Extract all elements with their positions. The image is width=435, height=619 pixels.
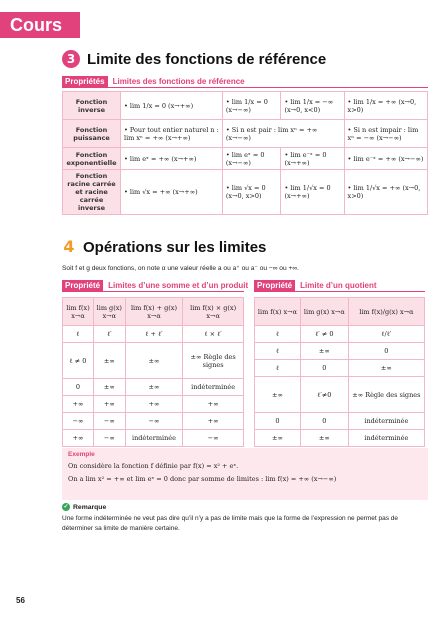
- limit-cell: • Pour tout entier naturel n : lim xⁿ = +∞ (x→+∞): [121, 120, 223, 148]
- header-cell: lim f(x) x→α: [63, 298, 94, 326]
- table-row: [63, 396, 244, 413]
- table-cell: ±∞: [300, 430, 348, 447]
- header-cell: lim g(x) x→α: [93, 298, 125, 326]
- exemple-title: Exemple: [68, 451, 95, 458]
- table-cell: +∞: [63, 430, 94, 447]
- table-cell: ℓ′: [93, 326, 125, 343]
- table-row: [63, 343, 244, 379]
- limit-cell: • lim 1/x = 0 (x→−∞): [222, 92, 281, 120]
- intro-text: Soit f et g deux fonctions, on note α une valeur réelle a ou a⁺ ou a⁻ ou −∞ ou +∞.: [62, 265, 299, 272]
- limit-cell: • lim eˣ = 0 (x→−∞): [222, 148, 281, 170]
- section-3-number: 3: [62, 50, 80, 68]
- table-cell: −∞: [63, 413, 94, 430]
- table-row: [63, 92, 428, 120]
- table-row: [255, 360, 425, 377]
- table-row: [255, 326, 425, 343]
- limit-cell: • lim 1/x = 0 (x→+∞): [121, 92, 223, 120]
- table-cell: −∞: [183, 430, 244, 447]
- prop-3: [254, 280, 377, 291]
- header-cell: lim g(x) x→α: [300, 298, 348, 326]
- table-cell: indéterminée: [348, 430, 424, 447]
- section-4-title: [62, 238, 266, 256]
- limit-cell: • lim e⁻ˣ = 0 (x→+∞): [281, 148, 344, 170]
- table-cell: −∞: [125, 413, 183, 430]
- sum-product-table: [62, 297, 244, 447]
- limit-cell: • lim √x = 0 (x→0, x>0): [222, 170, 281, 215]
- limit-cell: • lim √x = +∞ (x→+∞): [121, 170, 223, 215]
- exemple-line-2: On a lim x² = +∞ et lim eˣ = 0 donc par somme de limites : lim f(x) = +∞ (x→−∞): [68, 475, 337, 483]
- table-header-row: [255, 298, 425, 326]
- row-head: Fonction exponentielle: [63, 148, 121, 170]
- exemple-box: [62, 448, 428, 500]
- table-header-row: [63, 298, 244, 326]
- table-cell: +∞: [183, 396, 244, 413]
- table-row: [255, 413, 425, 430]
- table-cell: ±∞: [125, 343, 183, 379]
- prop-1: [62, 76, 245, 87]
- table-cell: ±∞ Règle des signes: [348, 377, 424, 413]
- row-head: Fonction racine carrée et racine carrée inverse: [63, 170, 121, 215]
- remarque-text: Une forme indéterminée ne veut pas dire qu’il n’y a pas de limite mais que la forme de l’expression ne permet pas de déterminer sa limite de manière certaine.: [62, 515, 399, 532]
- table-cell: ±∞: [93, 343, 125, 379]
- page-number: 56: [16, 596, 25, 605]
- limit-cell: • lim 1/x = −∞ (x→0, x<0): [281, 92, 344, 120]
- table-cell: −∞: [93, 413, 125, 430]
- table-cell: indéterminée: [348, 413, 424, 430]
- table-cell: ±∞: [348, 360, 424, 377]
- remarque-icon: ✓: [63, 504, 69, 510]
- table-row: [63, 413, 244, 430]
- header-cell: lim f(x)/g(x) x→α: [348, 298, 424, 326]
- table-cell: ℓ + ℓ′: [125, 326, 183, 343]
- table-row: [63, 379, 244, 396]
- table-cell: ±∞: [255, 430, 301, 447]
- prop-1-divider: [62, 87, 428, 88]
- prop-3-divider: [254, 291, 425, 292]
- limit-cell: • lim 1/√x = +∞ (x→0, x>0): [344, 170, 427, 215]
- table-cell: ℓ′≠0: [300, 377, 348, 413]
- table-cell: +∞: [93, 396, 125, 413]
- table-cell: ±∞: [93, 379, 125, 396]
- prop-3-badge: Propriété: [254, 280, 295, 291]
- table-row: [63, 326, 244, 343]
- limit-cell: • Si n est pair : lim xⁿ = +∞ (x→−∞): [222, 120, 344, 148]
- prop-2-badge: Propriété: [62, 280, 103, 291]
- table-cell: 0: [348, 343, 424, 360]
- header-cell: lim f(x) x→α: [255, 298, 301, 326]
- table-cell: indéterminée: [125, 430, 183, 447]
- table-cell: ℓ: [255, 343, 301, 360]
- table-cell: +∞: [183, 413, 244, 430]
- remarque-title: Remarque: [73, 503, 107, 511]
- table-cell: indéterminée: [183, 379, 244, 396]
- limit-cell: • lim 1/x = +∞ (x→0, x>0): [344, 92, 427, 120]
- section-3-title: [62, 50, 326, 68]
- table-cell: 0: [300, 360, 348, 377]
- ref-limits-table: [62, 91, 428, 215]
- table-row: [63, 148, 428, 170]
- table-row: [63, 170, 428, 215]
- table-cell: ±∞: [300, 343, 348, 360]
- header-cell: lim f(x) × g(x) x→α: [183, 298, 244, 326]
- table-cell: ℓ: [63, 326, 94, 343]
- table-cell: +∞: [125, 396, 183, 413]
- row-head: Fonction puissance: [63, 120, 121, 148]
- remarque-heading: [62, 503, 106, 511]
- prop-2: [62, 280, 248, 291]
- table-cell: ±∞: [125, 379, 183, 396]
- quotient-table: [254, 297, 425, 447]
- table-cell: ℓ ≠ 0: [63, 343, 94, 379]
- table-cell: ℓ × ℓ′: [183, 326, 244, 343]
- header-cell: lim f(x) + g(x) x→α: [125, 298, 183, 326]
- table-cell: ±∞: [255, 377, 301, 413]
- table-cell: ℓ: [255, 360, 301, 377]
- cours-tab: Cours: [0, 12, 80, 38]
- table-cell: ℓ: [255, 326, 301, 343]
- table-row: [255, 343, 425, 360]
- limit-cell: • lim 1/√x = 0 (x→+∞): [281, 170, 344, 215]
- table-row: [255, 430, 425, 447]
- prop-3-title: Limite d’un quotient: [300, 281, 377, 290]
- limit-cell: • Si n est impair : lim xⁿ = −∞ (x→−∞): [344, 120, 427, 148]
- section-3-text: Limite des fonctions de référence: [87, 50, 327, 68]
- table-cell: 0: [63, 379, 94, 396]
- limit-cell: • lim e⁻ˣ = +∞ (x→−∞): [344, 148, 427, 170]
- prop-1-title: Limites des fonctions de référence: [112, 77, 245, 86]
- row-head: Fonction inverse: [63, 92, 121, 120]
- table-row: [255, 377, 425, 413]
- section-4-number: 4: [63, 237, 75, 256]
- limit-cell: • lim eˣ = +∞ (x→+∞): [121, 148, 223, 170]
- table-cell: ℓ/ℓ′: [348, 326, 424, 343]
- table-row: [63, 120, 428, 148]
- exemple-line-1: On considère la fonction f définie par f(x) = x² + eˣ.: [68, 462, 239, 470]
- table-cell: 0: [255, 413, 301, 430]
- table-cell: ±∞ Règle des signes: [183, 343, 244, 379]
- prop-1-badge: Propriétés: [62, 76, 108, 87]
- section-4-text: Opérations sur les limites: [83, 238, 267, 256]
- table-cell: +∞: [63, 396, 94, 413]
- table-row: [63, 430, 244, 447]
- prop-2-title: Limites d’une somme et d’un produit: [108, 281, 249, 290]
- table-cell: −∞: [93, 430, 125, 447]
- table-cell: ℓ′ ≠ 0: [300, 326, 348, 343]
- prop-2-divider: [62, 291, 244, 292]
- table-cell: 0: [300, 413, 348, 430]
